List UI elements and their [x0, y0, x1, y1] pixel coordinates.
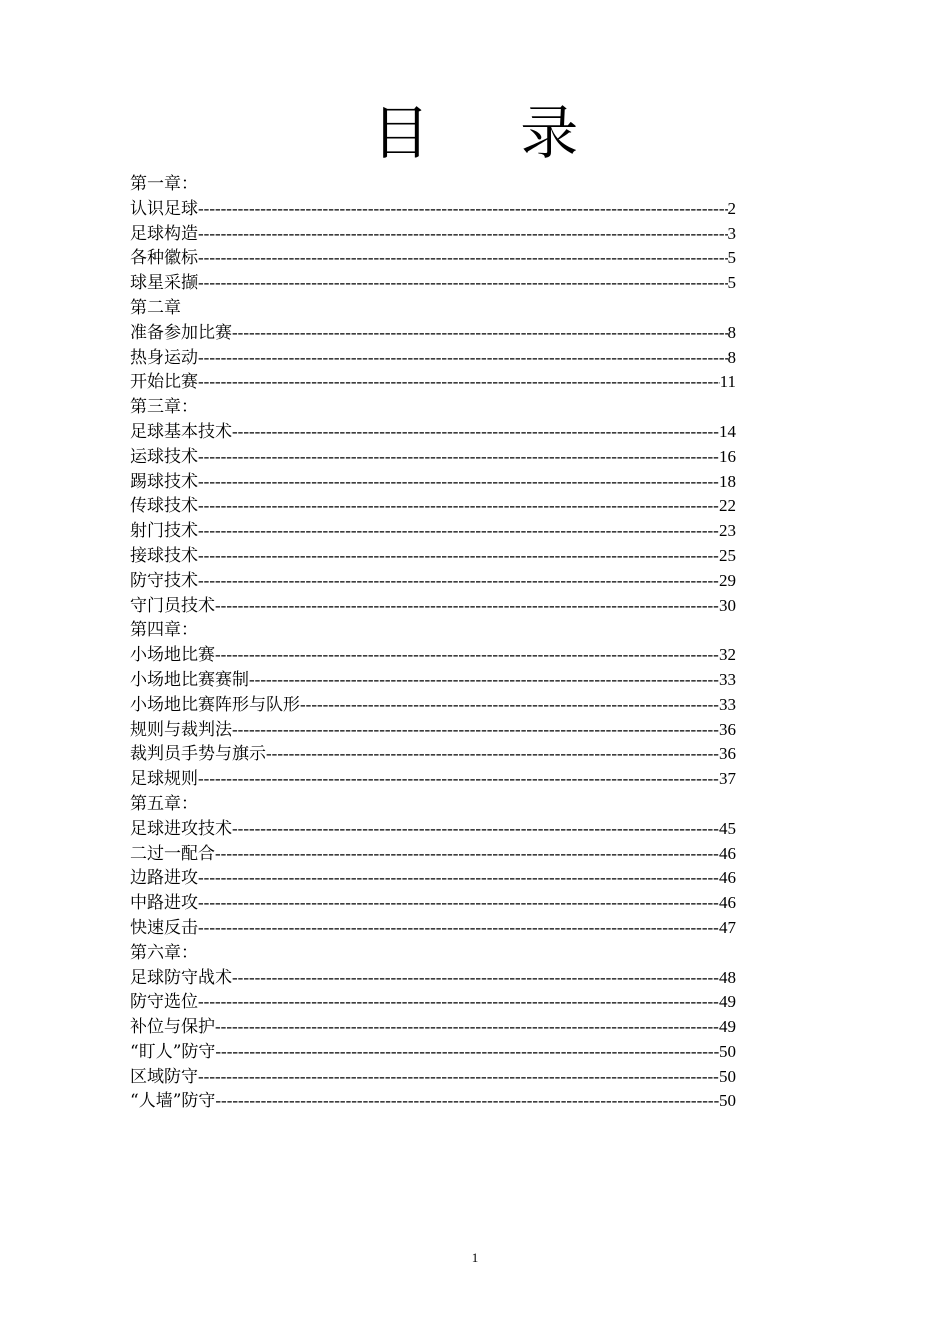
toc-entry[interactable] [130, 271, 736, 296]
toc-dot-leader [198, 544, 719, 569]
toc-entry[interactable] [130, 891, 736, 916]
toc-entry-title: 各种徽标 [130, 248, 198, 269]
toc-entry-title: 裁判员手势与旗示 [130, 744, 266, 765]
toc-entry[interactable] [130, 470, 736, 495]
toc-entry-title: 区域防守 [130, 1066, 198, 1087]
toc-chapter-heading: 第四章： [130, 620, 198, 641]
toc-entry[interactable] [130, 817, 736, 842]
toc-entry-title: “盯人”防守 [130, 1041, 216, 1062]
toc-entry-page: 48 [719, 967, 736, 987]
toc-dot-leader [198, 346, 728, 371]
toc-entry-title: 接球技术 [130, 545, 198, 566]
toc-entry[interactable] [130, 916, 736, 941]
toc-entry-page: 37 [719, 769, 736, 789]
toc-entry-page: 32 [719, 645, 736, 665]
toc-dot-leader [198, 445, 719, 470]
toc-entry[interactable] [130, 494, 736, 519]
toc-entry-page: 29 [719, 570, 736, 590]
toc-entry[interactable] [130, 1065, 736, 1090]
toc-entry[interactable] [130, 742, 736, 767]
toc-entry-title: 运球技术 [130, 446, 198, 467]
toc-entry[interactable] [130, 842, 736, 867]
toc-entry-title: 准备参加比赛 [130, 322, 232, 343]
toc-entry[interactable] [130, 594, 736, 619]
toc-chapter-heading: 第一章： [130, 174, 198, 194]
toc-chapter-heading: 第二章 [130, 297, 181, 318]
toc-entry-page: 50 [719, 1066, 736, 1086]
toc-entry-page: 36 [719, 719, 736, 739]
toc-entry-title: “人墙”防守 [130, 1091, 216, 1112]
toc-dot-leader [215, 643, 719, 668]
toc-entry-page: 18 [719, 471, 736, 491]
toc-dot-leader [232, 420, 719, 445]
toc-entry[interactable] [130, 544, 736, 569]
toc-entry-title: 边路进攻 [130, 868, 198, 889]
toc-entry[interactable] [130, 1089, 736, 1114]
toc-entry[interactable] [130, 866, 736, 891]
toc-entry[interactable] [130, 1015, 736, 1040]
toc-dot-leader [215, 1015, 719, 1040]
toc-entry-title: 开始比赛 [130, 372, 198, 393]
toc-entry-page: 49 [719, 992, 736, 1012]
toc-entry[interactable] [130, 222, 736, 247]
toc-entry-title: 足球规则 [130, 769, 198, 790]
toc-entry[interactable] [130, 420, 736, 445]
toc-entry-page: 23 [719, 521, 736, 541]
toc-entry-page: 36 [719, 744, 736, 764]
toc-dot-leader [198, 1065, 719, 1090]
toc-entry-title: 补位与保护 [130, 1017, 215, 1038]
toc-entry-title: 防守技术 [130, 570, 198, 591]
toc-chapter-heading: 第六章： [130, 942, 198, 963]
toc-dot-leader [198, 866, 719, 891]
toc-entry-title: 射门技术 [130, 521, 198, 542]
toc-entry[interactable] [130, 1040, 736, 1065]
toc-dot-leader [266, 742, 719, 767]
toc-entry-title: 足球防守战术 [130, 967, 232, 988]
toc-dot-leader [215, 1089, 719, 1114]
toc-entry-page: 45 [719, 818, 736, 838]
toc-dot-leader [232, 718, 719, 743]
toc-dot-leader [198, 494, 719, 519]
toc-entry-page: 11 [719, 372, 736, 392]
toc-dot-leader [215, 842, 719, 867]
toc-entry-page: 33 [719, 694, 736, 714]
toc-entry[interactable] [130, 718, 736, 743]
toc-dot-leader [198, 271, 728, 296]
toc-entry-page: 47 [719, 917, 736, 937]
toc-entry[interactable] [130, 445, 736, 470]
toc-entry-page: 2 [727, 198, 736, 218]
toc-entry-title: 小场地比赛 [130, 645, 215, 666]
toc-entry[interactable] [130, 321, 736, 346]
toc-entry[interactable] [130, 990, 736, 1015]
toc-entry-page: 3 [727, 223, 736, 243]
toc-entry-page: 46 [719, 868, 736, 888]
toc-entry[interactable] [130, 643, 736, 668]
toc-entry-title: 二过一配合 [130, 843, 215, 864]
toc-chapter-heading: 第五章： [130, 793, 198, 814]
toc-entry-page: 33 [719, 669, 736, 689]
page-number: 1 [471, 1250, 479, 1265]
toc-entry-title: 足球构造 [130, 223, 198, 244]
toc-dot-leader [215, 594, 719, 619]
toc-entry-title: 快速反击 [130, 917, 198, 938]
toc-dot-leader [198, 197, 728, 222]
toc-dot-leader [198, 916, 719, 941]
toc-entry-title: 小场地比赛赛制 [130, 669, 249, 690]
toc-chapter-heading: 第三章： [130, 397, 198, 418]
toc-entry-title: 认识足球 [130, 198, 198, 219]
toc-dot-leader [198, 470, 719, 495]
toc-entry[interactable] [130, 346, 736, 371]
toc-entry-page: 30 [719, 595, 736, 615]
toc-entry-title: 踢球技术 [130, 471, 198, 492]
toc-entry-page: 46 [719, 893, 736, 913]
toc-dot-leader [198, 246, 728, 271]
toc-dot-leader [300, 693, 719, 718]
toc-entry-title: 防守选位 [130, 992, 198, 1013]
toc-entry-page: 49 [719, 1017, 736, 1037]
toc-dot-leader [249, 668, 719, 693]
toc-entry-page: 14 [719, 421, 736, 441]
toc-dot-leader [232, 817, 719, 842]
toc-entry[interactable] [130, 246, 736, 271]
toc-entry-title: 传球技术 [130, 496, 198, 517]
toc-entry-page: 46 [719, 843, 736, 863]
toc-entry-title: 守门员技术 [130, 595, 215, 616]
toc-dot-leader [198, 891, 719, 916]
toc-entry-title: 球星采撷 [130, 273, 198, 294]
toc-entry-page: 5 [727, 273, 736, 293]
toc-entry-page: 8 [727, 322, 736, 342]
toc-entry-page: 22 [719, 496, 736, 516]
toc-entry[interactable] [130, 668, 736, 693]
toc-entry-title: 规则与裁判法 [130, 719, 232, 740]
toc-entry-page: 50 [719, 1091, 736, 1111]
toc-dot-leader [198, 767, 719, 792]
toc-dot-leader [198, 990, 719, 1015]
toc-entry-page: 8 [727, 347, 736, 367]
toc-entry[interactable] [130, 370, 736, 395]
toc-dot-leader [198, 222, 728, 247]
toc-dot-leader [198, 370, 720, 395]
toc-entry-page: 25 [719, 545, 736, 565]
toc-entry[interactable] [130, 767, 736, 792]
toc-entry[interactable] [130, 693, 736, 718]
page-title: 目 录 [371, 99, 615, 167]
toc-entry-title: 热身运动 [130, 347, 198, 368]
toc-entry[interactable] [130, 519, 736, 544]
toc-entry-page: 50 [719, 1041, 736, 1061]
table-of-contents [130, 172, 736, 1114]
toc-entry-title: 足球进攻技术 [130, 818, 232, 839]
toc-dot-leader [232, 966, 719, 991]
toc-entry[interactable] [130, 569, 736, 594]
toc-entry-title: 足球基本技术 [130, 421, 232, 442]
toc-entry[interactable] [130, 966, 736, 991]
toc-entry-title: 小场地比赛阵形与队形 [130, 694, 300, 715]
toc-dot-leader [232, 321, 728, 346]
toc-dot-leader [198, 569, 719, 594]
toc-entry-title: 中路进攻 [130, 893, 198, 914]
toc-dot-leader [198, 519, 719, 544]
toc-entry-page: 5 [727, 248, 736, 268]
toc-dot-leader [215, 1040, 719, 1065]
toc-entry-page: 16 [719, 446, 736, 466]
toc-entry[interactable] [130, 197, 736, 222]
